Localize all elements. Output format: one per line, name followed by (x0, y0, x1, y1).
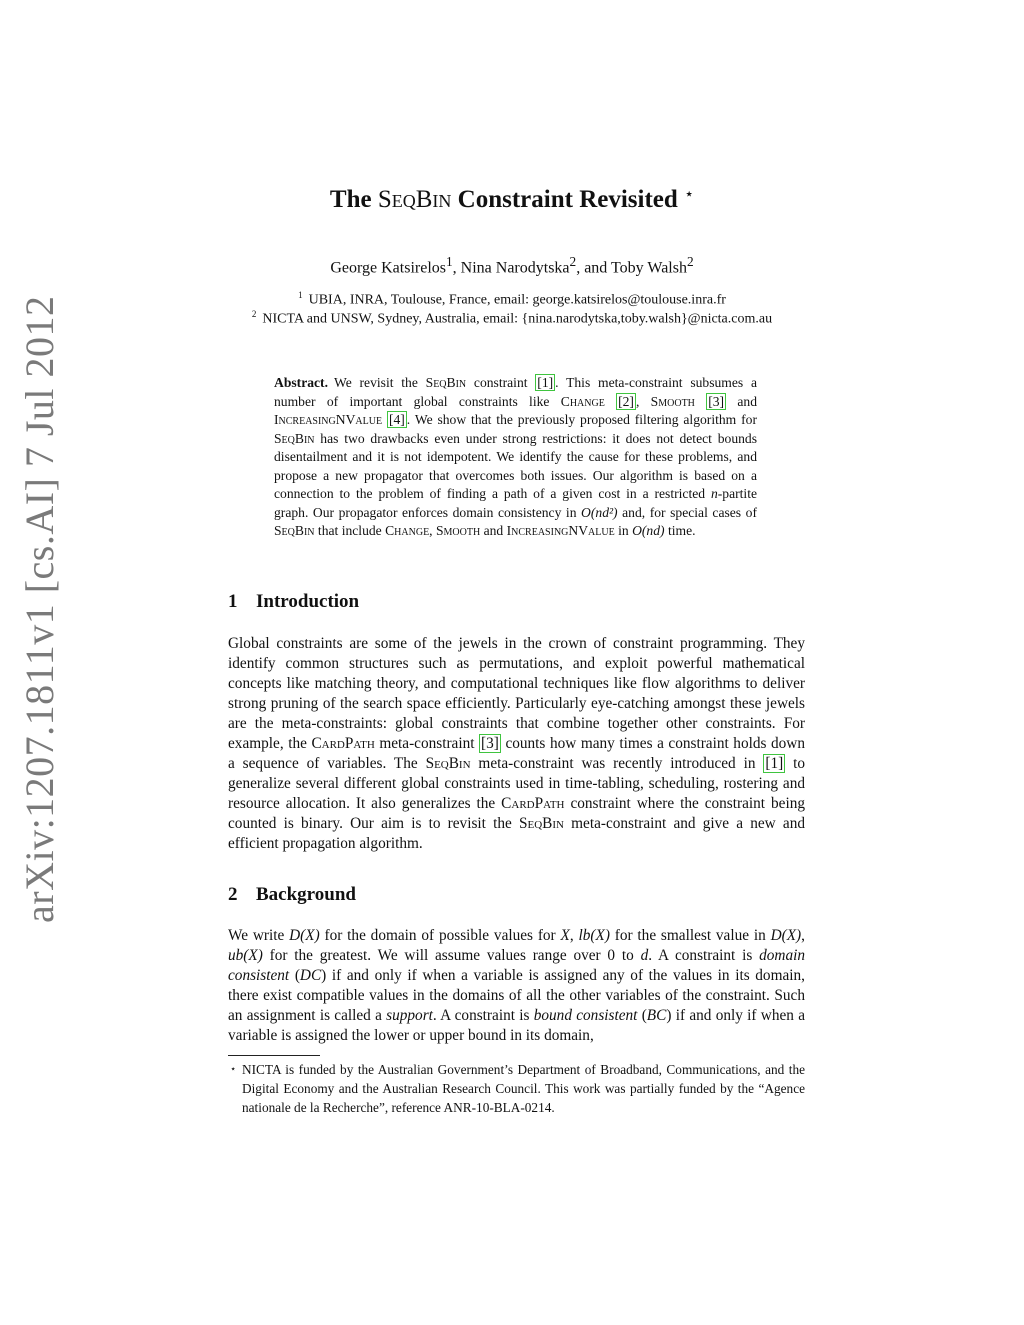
citation-link[interactable]: [1] (537, 375, 554, 390)
citation-link[interactable]: [3] (481, 735, 499, 752)
footnote-divider (228, 1055, 320, 1056)
citation-link[interactable]: [1] (765, 755, 784, 772)
footnote-star: ⋆ (230, 1064, 237, 1075)
author-list: George Katsirelos$^1$, Nina Narodytska$^2$, and Toby Walsh$^2$ (330, 254, 694, 277)
author-katsirelos: George Katsirelos (330, 259, 446, 277)
affiliation-2: $^2$ NICTA and UNSW, Sydney, Australia, email: {nina.narodytska,toby.walsh}@nicta.com.au (251, 309, 773, 327)
author-walsh: Toby Walsh (611, 259, 687, 277)
introduction-paragraph: Global constraints are some of the jewels in the crown of constraint programming. They identify common structures such as permutations, and exploit powerful mathematical concepts like matching theory, and computational techniques like flow algorithms to deliver strong pruning of the search space efficiently. Particularly eye-catching amongst these jewels are the meta-constraints: global constraints that combine together other constraints. For example, the CardPath meta-constraint [3] counts how many times a constraint holds down a sequence of variables. The SeqBin meta-constraint was recently introduced in [1] to generalize several different global constraints used in time-tabling, scheduling, rostering and resource allocation. It also generalizes the CardPath constraint where the constraint being counted is binary. Our aim is to revisit the SeqBin meta-constraint and give a new and efficient propagation algorithm. (228, 635, 805, 852)
background-paragraph: We write D(X) for the domain of possible values for X, lb(X) for the smallest value in D(X), ub(X) for the greatest. We will assume values range over 0 to d. A constraint is domain consistent (DC) if and only if when a variable is assigned any of the values in its domain, there exist compatible values in the domains of all the other variables of the constraint. Such an assignment is called a support. A constraint is bound consistent (BC) if and only if when a variable is assigned the lower or upper bound in its domain, (228, 927, 805, 1044)
citation-link[interactable]: [4] (388, 412, 405, 427)
section-heading-background: 2 Background (228, 884, 356, 905)
paper-title: The SeqBin Constraint Revisited ⋆ (329, 186, 695, 213)
section-heading-introduction: 1 Introduction (228, 591, 360, 612)
abstract-label: Abstract. (274, 375, 328, 390)
title-footnote-star: ⋆ (684, 186, 695, 203)
affiliation-1: $^1$ UBIA, INRA, Toulouse, France, email: george.katsirelos@toulouse.inra.fr (298, 290, 726, 308)
author-narodytska: Nina Narodytska (460, 259, 570, 277)
citation-link[interactable]: [2] (618, 393, 634, 409)
citation-link[interactable]: [3] (708, 393, 725, 409)
arxiv-identifier-stamp: arXiv:1207.1811v1 [cs.AI] 7 Jul 2012 (17, 295, 62, 923)
abstract: Abstract. We revisit the SeqBin constraint [1] . This meta-constraint subsumes a number of important global constraints like Change [2] , Smooth [3] and IncreasingNValue [4] . We show that the previously proposed filtering algorithm for SeqBin has two drawbacks even under strong restrictions: it does not detect bounds disentailment and it is not idempotent. We identify the cause for these problems, and propose a new propagator that overcomes both issues. Our algorithm is based on a connection to the problem of finding a path of a given cost in a restricted n-partite graph. Our propagator enforces domain consistency in O(nd²) and, for special cases of SeqBin that include Change, Smooth and IncreasingNValue in O(nd) time. (274, 375, 757, 538)
footnote: ⋆ NICTA is funded by the Australian Government’s Department of Broadband, Communications, and the Digital Economy and the Australian Research Council. This work was partially funded by the “Agence nationale de la Recherche”, reference ANR-10-BLA-0214. (230, 1062, 805, 1115)
title-seqbin: SeqBin (377, 186, 452, 213)
